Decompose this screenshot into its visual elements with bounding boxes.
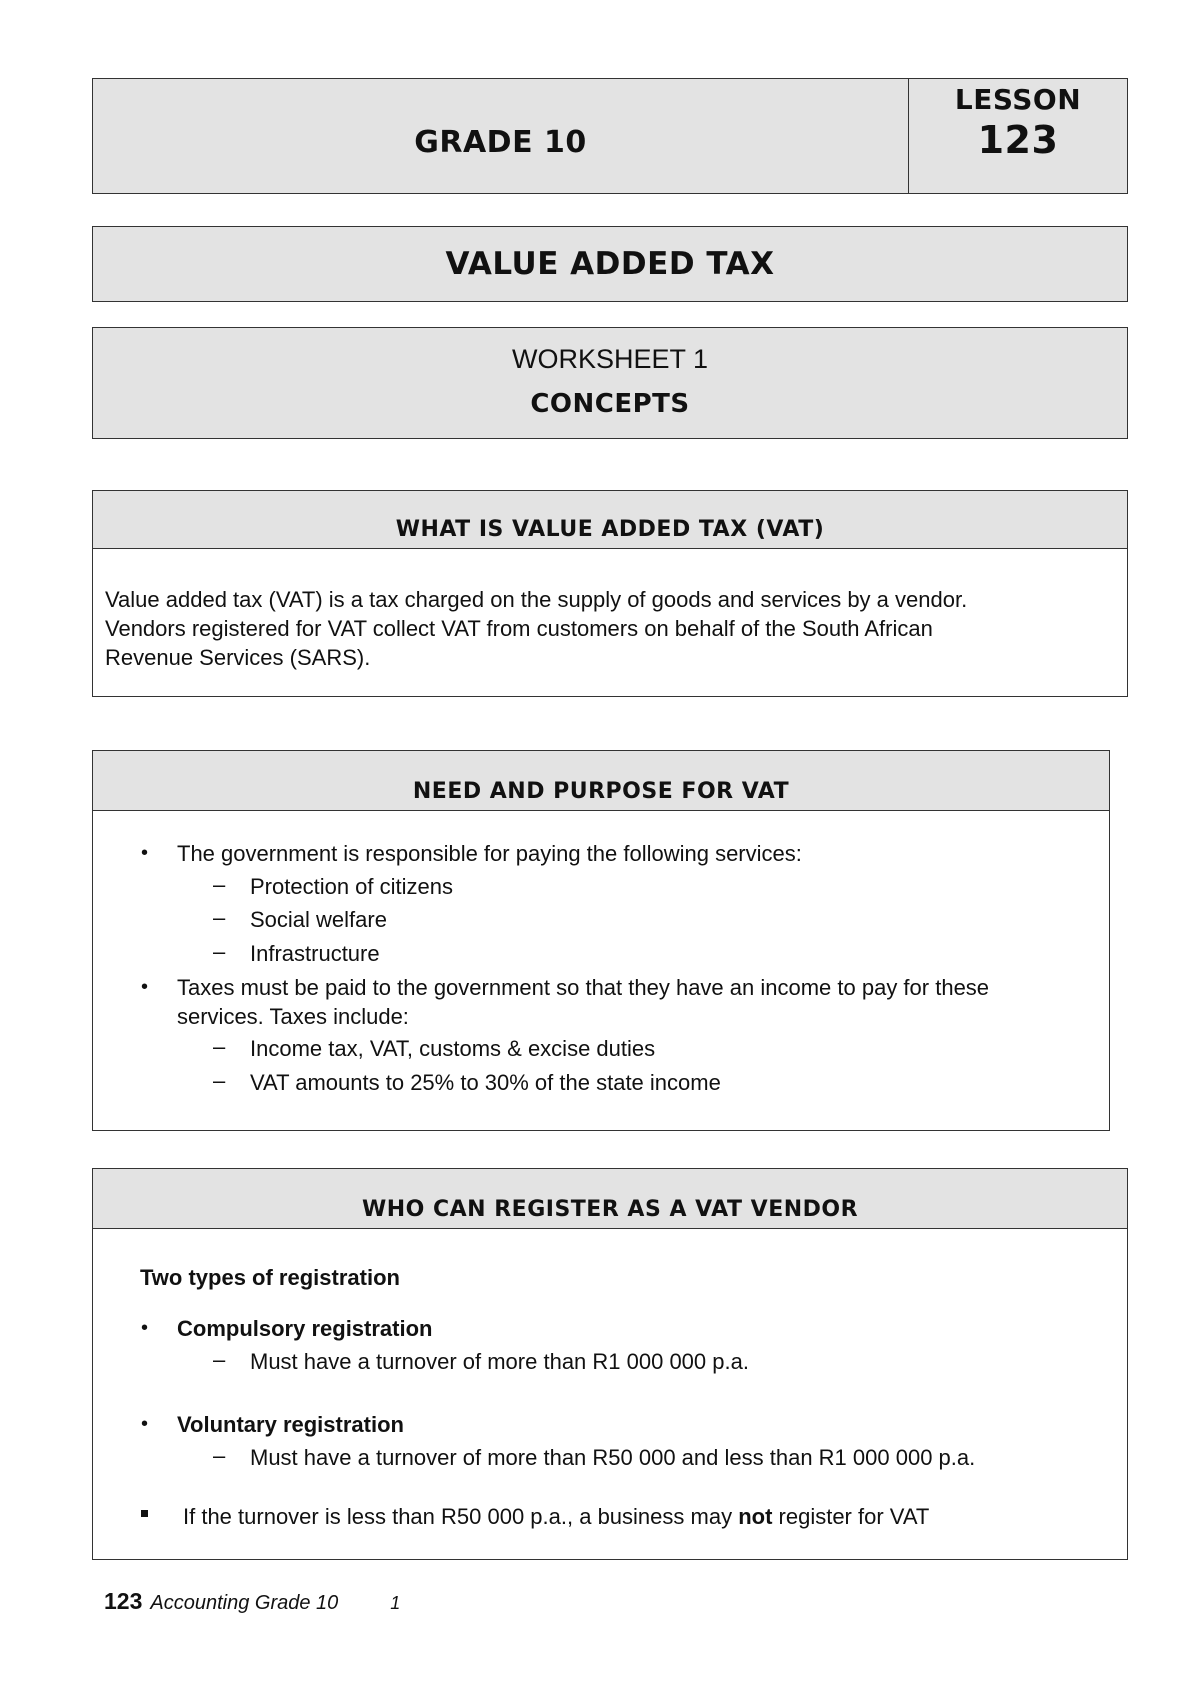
bullet-icon: • [141,976,149,998]
section-what-is-vat [92,490,1128,697]
sub-list-item: Infrastructure [250,941,380,966]
paragraph-line: Revenue Services (SARS). [105,645,371,670]
list-item-continuation: services. Taxes include: [177,1004,409,1029]
section-heading: NEED AND PURPOSE FOR VAT [93,751,1109,811]
worksheet-banner [92,327,1128,439]
subheading: Two types of registration [140,1265,400,1290]
section-heading: WHO CAN REGISTER AS A VAT VENDOR [93,1169,1127,1229]
bullet-icon: • [141,1413,149,1435]
section-need-purpose [92,750,1110,1131]
sub-list-item: Income tax, VAT, customs & excise duties [250,1036,656,1061]
lesson-header [92,78,1128,194]
footer-course: Accounting Grade 10 [150,1592,339,1614]
page-title: VALUE ADDED TAX [92,226,1128,302]
paragraph-line: Vendors registered for VAT collect VAT from customers on behalf of the South African [105,616,933,641]
sub-list-item: Protection of citizens [250,874,453,899]
list-item: Compulsory registration [177,1316,433,1341]
square-bullet-icon [141,1510,148,1517]
sub-list-item: Must have a turnover of more than R50 000 and less than R1 000 000 p.a. [250,1445,976,1470]
sub-list-item: Social welfare [250,907,387,932]
lesson-number: 123 [977,118,1059,162]
page-number: 1 [390,1593,401,1613]
section-body [93,549,1127,672]
list-item: Taxes must be paid to the government so that they have an income to pay for these [177,975,990,1000]
sub-list-item: VAT amounts to 25% to 30% of the state income [250,1070,721,1095]
section-heading: WHAT IS VALUE ADDED TAX (VAT) [93,491,1127,549]
worksheet-topic: CONCEPTS [530,389,690,419]
grade-label: GRADE 10 [93,79,909,193]
dash-icon: – [213,1347,226,1372]
paragraph-line: Value added tax (VAT) is a tax charged on the supply of goods and services by a vendor. [105,587,968,612]
lesson-label: LESSON [954,83,1082,116]
dash-icon: – [213,1034,226,1059]
lesson-cell [909,79,1127,193]
dash-icon: – [213,905,226,930]
footer-lesson-number: 123 [104,1588,143,1614]
bullet-icon: • [141,1317,149,1339]
note [183,1502,929,1531]
note-text: If the turnover is less than R50 000 p.a., a business may [183,1504,739,1529]
list-item: Voluntary registration [177,1412,404,1437]
worksheet-number: WORKSHEET 1 [511,344,709,374]
dash-icon: – [213,939,226,964]
dash-icon: – [213,1443,226,1468]
dash-icon: – [213,872,226,897]
list-item: The government is responsible for paying the following services: [177,841,802,866]
note-text: register for VAT [772,1504,930,1529]
page-footer [104,1588,400,1615]
dash-icon: – [213,1068,226,1093]
sub-list-item: Must have a turnover of more than R1 000 000 p.a. [250,1349,749,1374]
bullet-icon: • [141,842,149,864]
note-emphasis: not [738,1504,773,1529]
section-who-can-register [92,1168,1128,1560]
